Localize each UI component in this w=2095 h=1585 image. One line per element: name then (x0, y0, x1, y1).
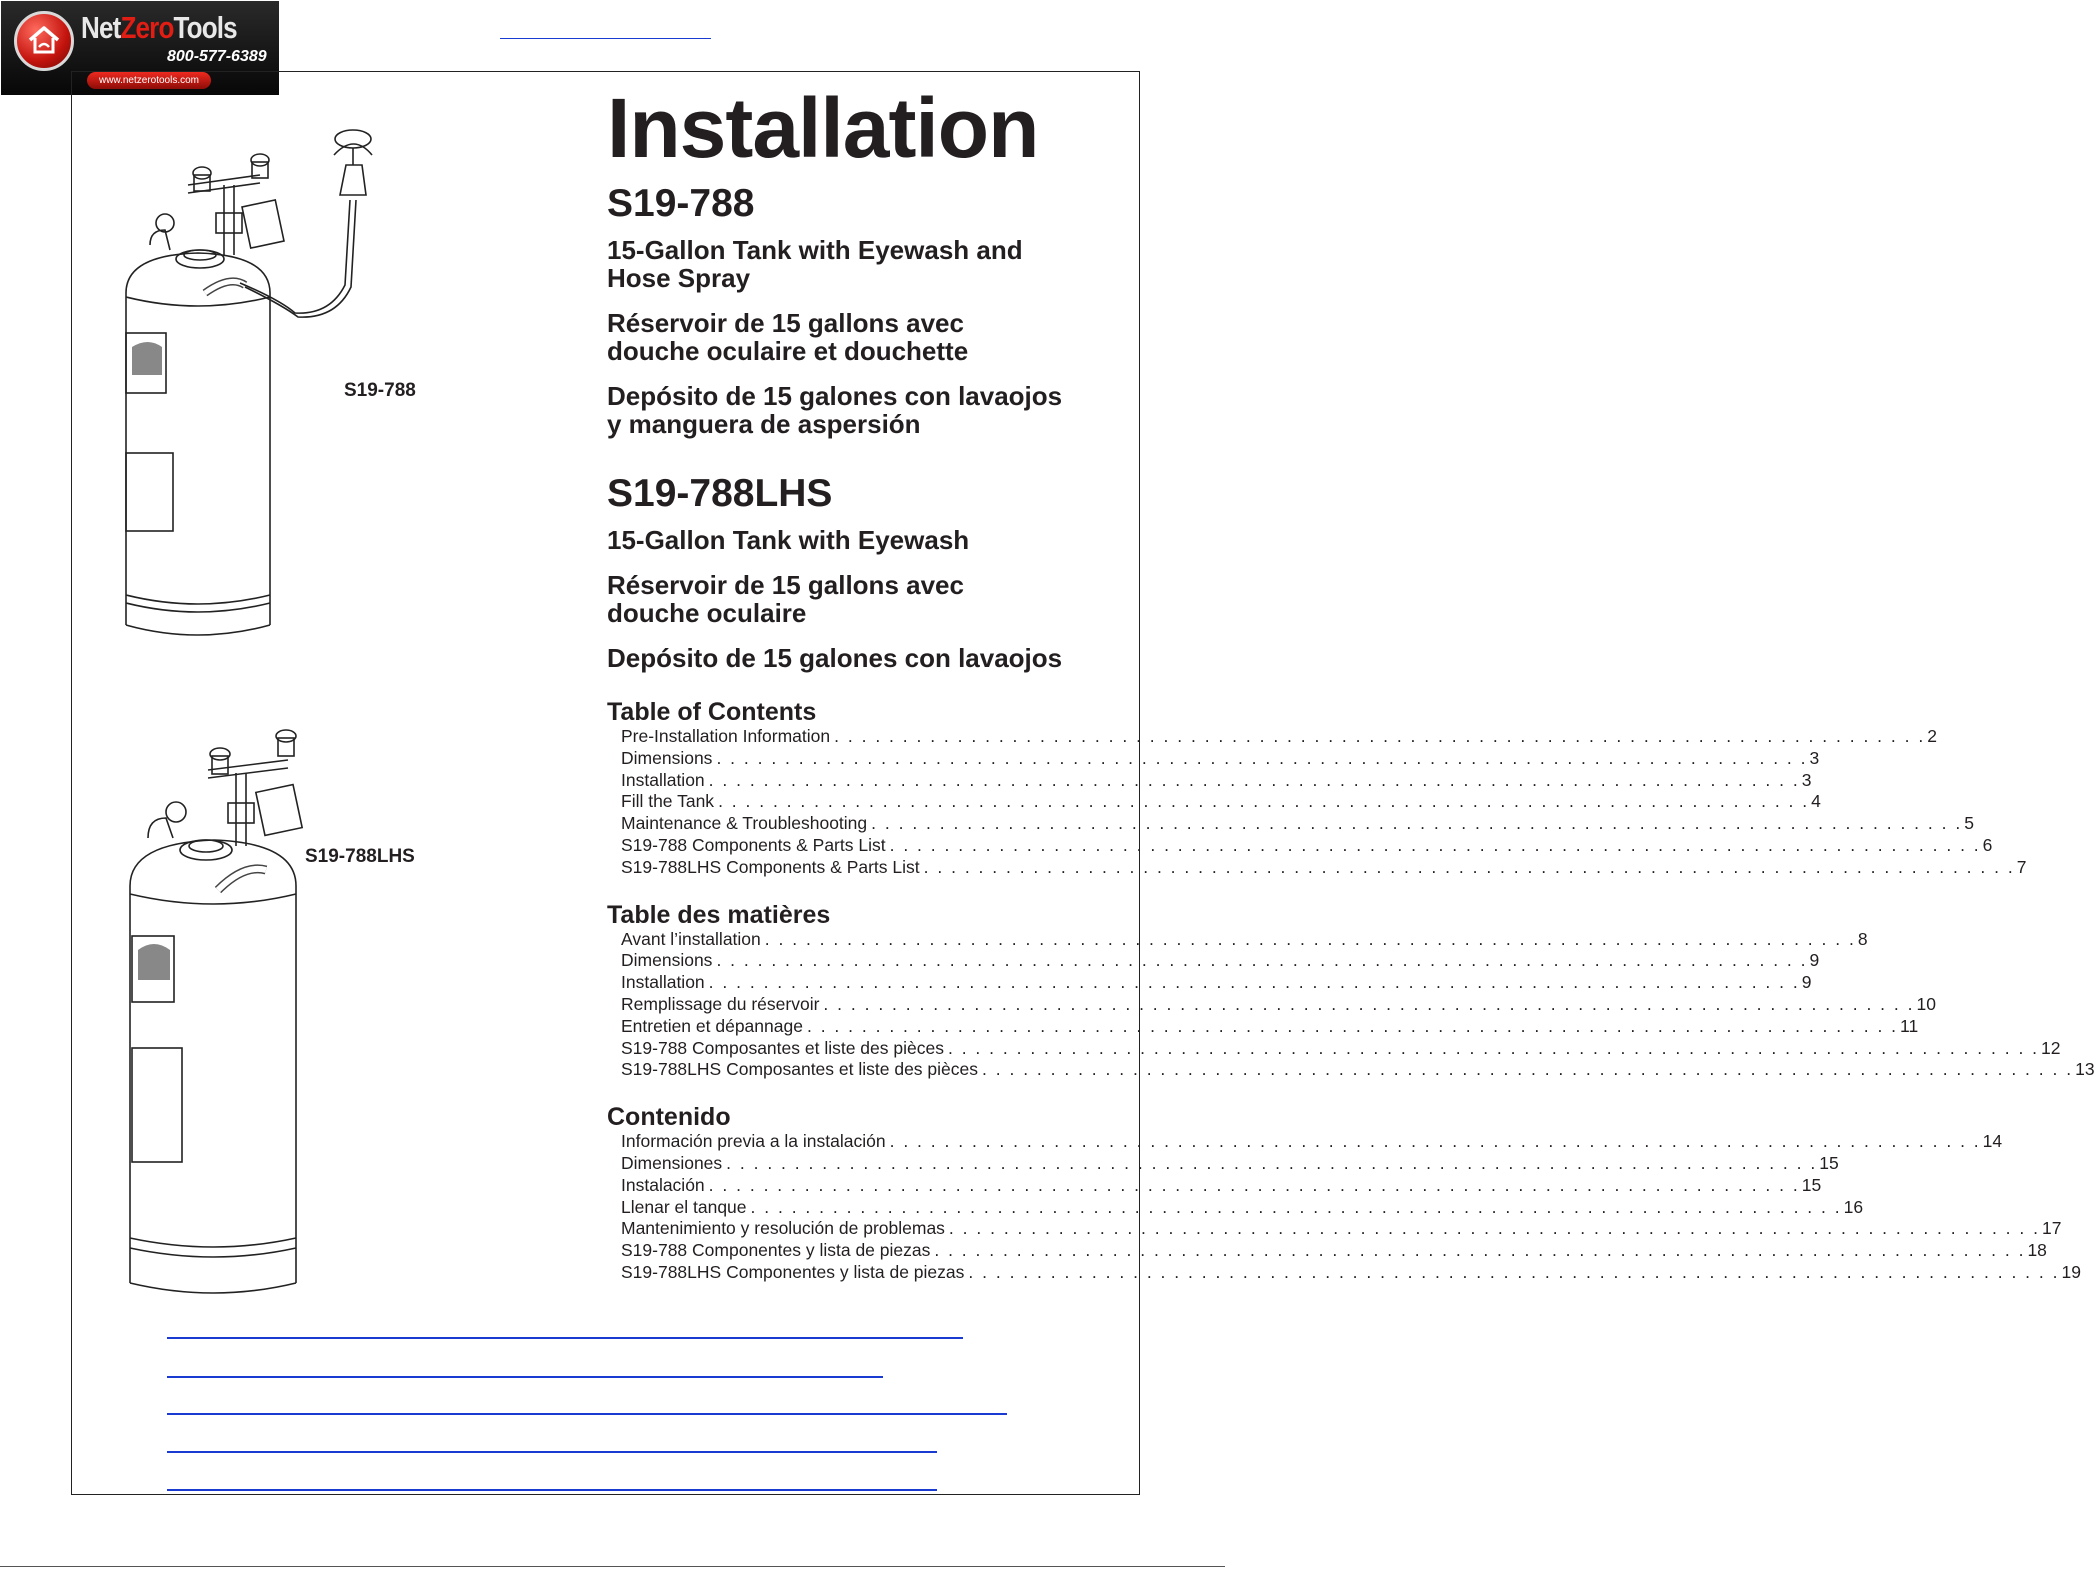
toc-entry-page: 17 (2042, 1218, 2062, 1239)
toc-entry[interactable] (621, 1131, 2003, 1153)
toc-entry-page: 16 (1843, 1196, 1864, 1217)
toc-list (621, 928, 2095, 1082)
toc-entry[interactable] (621, 856, 2027, 879)
toc-entry[interactable] (621, 747, 1820, 770)
document-header (607, 81, 2095, 1304)
toc-entry-title: S19-788LHS Components & Parts List (621, 856, 920, 877)
toc-entry[interactable] (621, 1152, 1839, 1175)
toc-leader-dots: . . . . . . . . . . . . . . . . . . . . . . . . . . . . . . . . . . . . . . . . . . . . . . . . . . . . . . . . . . . . . . . . . . . . . . . . . . . . . . . . (806, 1015, 1899, 1036)
toc-section (607, 696, 2027, 879)
toc-entry-page: 3 (1801, 769, 1812, 790)
toc-entry[interactable] (621, 1059, 2095, 1081)
logo-phone: 800-577-6389 (167, 48, 267, 65)
hyperlink-line[interactable] (167, 1376, 883, 1378)
toc-entry-title: Fill the Tank (621, 791, 715, 812)
toc-entry-page: 15 (1801, 1174, 1822, 1195)
toc-leader-dots: . . . . . . . . . . . . . . . . . . . . . . . . . . . . . . . . . . . . . . . . . . . . . . . . . . . . . . . . . . . . . . . . . . . . . . . . . . . . . . . . (750, 1196, 1842, 1217)
toc-entry[interactable] (621, 813, 1974, 835)
model-description-es: Depósito de 15 galones con lavaojos (607, 643, 1063, 673)
toc-heading: Table des matières (607, 900, 831, 929)
toc-section (607, 899, 2095, 1082)
toc-entry-page: 11 (1900, 1015, 1919, 1036)
toc-entry-page: 18 (2027, 1240, 2047, 1261)
toc-entry-title: Avant l’installation (621, 928, 761, 949)
hyperlink-line[interactable] (167, 1413, 1007, 1415)
toc-leader-dots: . . . . . . . . . . . . . . . . . . . . . . . . . . . . . . . . . . . . . . . . . . . . . . . . . . . . . . . . . . . . . . . . . . . . . . . . . . . . . . . . (726, 1152, 1818, 1173)
toc-entry-page: 14 (1982, 1131, 2003, 1152)
toc-entry-title: Remplissage du réservoir (621, 993, 820, 1014)
toc-entry-page: 13 (2075, 1059, 2095, 1080)
illustration-label-s19-788lhs: S19-788LHS (305, 846, 415, 867)
illustration-label-s19-788: S19-788 (344, 380, 416, 401)
toc-entry[interactable] (621, 726, 1937, 748)
table-of-contents (607, 696, 2095, 1284)
toc-entry-title: S19-788LHS Composantes et liste des pièces (621, 1059, 979, 1080)
toc-entry-title: Maintenance & Troubleshooting (621, 813, 868, 834)
toc-leader-dots: . . . . . . . . . . . . . . . . . . . . . . . . . . . . . . . . . . . . . . . . . . . . . . . . . . . . . . . . . . . . . . . . . . . . . . . . . . . . . . . . (834, 726, 1926, 746)
toc-entry-page: 3 (1809, 747, 1820, 768)
toc-entry-title: Instalación (621, 1174, 705, 1195)
toc-entry-page: 7 (2016, 856, 2027, 877)
toc-entry[interactable] (621, 1196, 1864, 1219)
toc-entry-page: 6 (1982, 834, 1993, 855)
toc-entry-title: Dimensions (621, 747, 713, 768)
toc-entry-title: Installation (621, 769, 705, 790)
toc-entry[interactable] (621, 1261, 2081, 1284)
toc-entry[interactable] (621, 1218, 2062, 1240)
model-description-en: 15-Gallon Tank with Eyewash and Hose Spray (607, 235, 1023, 293)
toc-list (621, 726, 2027, 879)
hyperlink-line[interactable] (167, 1489, 937, 1491)
tank-with-eyewash-illustration (118, 718, 338, 1308)
toc-entry-page: 15 (1819, 1152, 1839, 1173)
toc-entry-title: Entretien et dépannage (621, 1015, 803, 1036)
toc-leader-dots: . . . . . . . . . . . . . . . . . . . . . . . . . . . . . . . . . . . . . . . . . . . . . . . . . . . . . . . . . . . . . . . . . . . . . . . . . . . . . . . . (716, 950, 1808, 971)
toc-entry-title: Installation (621, 972, 705, 993)
toc-entry-title: S19-788LHS Componentes y lista de piezas (621, 1261, 965, 1282)
toc-entry-title: Llenar el tanque (621, 1196, 747, 1217)
toc-leader-dots: . . . . . . . . . . . . . . . . . . . . . . . . . . . . . . . . . . . . . . . . . . . . . . . . . . . . . . . . . . . . . . . . . . . . . . . . . . . . . . . . (923, 856, 2015, 877)
toc-leader-dots: . . . . . . . . . . . . . . . . . . . . . . . . . . . . . . . . . . . . . . . . . . . . . . . . . . . . . . . . . . . . . . . . . . . . . . . . . . . . . . . . (934, 1240, 2026, 1261)
toc-list (621, 1131, 2081, 1284)
toc-entry[interactable] (621, 993, 1936, 1016)
toc-entry-page: 5 (1964, 813, 1974, 834)
toc-entry[interactable] (621, 1240, 2047, 1262)
toc-entry-page: 12 (2041, 1037, 2061, 1058)
toc-entry[interactable] (621, 950, 1820, 972)
toc-entry[interactable] (621, 834, 1993, 857)
toc-entry-page: 9 (1801, 972, 1812, 993)
toc-entry-title: Dimensiones (621, 1152, 723, 1173)
toc-entry-page: 9 (1809, 950, 1820, 971)
house-icon (14, 11, 74, 71)
logo-brand-name: NetZeroTools (81, 10, 237, 45)
brand-badge-icon (138, 944, 170, 980)
page-title: Installation (607, 81, 1039, 175)
toc-leader-dots: . . . . . . . . . . . . . . . . . . . . . . . . . . . . . . . . . . . . . . . . . . . . . . . . . . . . . . . . . . . . . . . . . . . . . . . . . . . . . . . . (708, 972, 1800, 993)
toc-entry[interactable] (621, 769, 1812, 792)
toc-entry-page: 19 (2061, 1261, 2081, 1282)
toc-heading: Contenido (607, 1103, 731, 1132)
toc-entry[interactable] (621, 972, 1812, 994)
toc-leader-dots: . . . . . . . . . . . . . . . . . . . . . . . . . . . . . . . . . . . . . . . . . . . . . . . . . . . . . . . . . . . . . . . . . . . . . . . . . . . . . . . . (708, 1174, 1800, 1195)
toc-leader-dots: . . . . . . . . . . . . . . . . . . . . . . . . . . . . . . . . . . . . . . . . . . . . . . . . . . . . . . . . . . . . . . . . . . . . . . . . . . . . . . . . (716, 747, 1808, 768)
toc-leader-dots: . . . . . . . . . . . . . . . . . . . . . . . . . . . . . . . . . . . . . . . . . . . . . . . . . . . . . . . . . . . . . . . . . . . . . . . . . . . . . . . . (889, 1131, 1981, 1152)
toc-entry-page: 8 (1857, 928, 1868, 949)
brand-badge-icon (132, 342, 162, 375)
toc-leader-dots: . . . . . . . . . . . . . . . . . . . . . . . . . . . . . . . . . . . . . . . . . . . . . . . . . . . . . . . . . . . . . . . . . . . . . . . . . . . . . . . . (871, 813, 1963, 834)
toc-leader-dots: . . . . . . . . . . . . . . . . . . . . . . . . . . . . . . . . . . . . . . . . . . . . . . . . . . . . . . . . . . . . . . . . . . . . . . . . . . . . . . . . (968, 1261, 2060, 1282)
model-description-fr: Réservoir de 15 gallons avec douche oculaire (607, 570, 964, 628)
toc-entry-title: S19-788 Componentes y lista de piezas (621, 1240, 931, 1261)
page-divider (0, 1566, 1225, 1567)
top-hyperlink[interactable] (500, 38, 711, 39)
toc-entry-title: S19-788 Composantes et liste des pièces (621, 1037, 944, 1058)
toc-entry-title: Información previa a la instalación (621, 1131, 886, 1152)
logo-url: www.netzerotools.com (87, 72, 211, 89)
model-heading-s19-788lhs: S19-788LHS (607, 472, 833, 515)
toc-entry[interactable] (621, 928, 1868, 951)
toc-entry[interactable] (621, 1037, 2061, 1060)
model-description-es: Depósito de 15 galones con lavaojos y manguera de aspersión (607, 381, 1063, 439)
hyperlink-line[interactable] (167, 1337, 963, 1339)
toc-leader-dots: . . . . . . . . . . . . . . . . . . . . . . . . . . . . . . . . . . . . . . . . . . . . . . . . . . . . . . . . . . . . . . . . . . . . . . . . . . . . . . . . (982, 1059, 2074, 1080)
toc-entry-title: S19-788 Components & Parts List (621, 834, 886, 855)
toc-entry[interactable] (621, 1015, 1919, 1038)
model-heading-s19-788: S19-788 (607, 182, 755, 225)
toc-leader-dots: . . . . . . . . . . . . . . . . . . . . . . . . . . . . . . . . . . . . . . . . . . . . . . . . . . . . . . . . . . . . . . . . . . . . . . . . . . . . . . . . (823, 993, 1915, 1014)
toc-leader-dots: . . . . . . . . . . . . . . . . . . . . . . . . . . . . . . . . . . . . . . . . . . . . . . . . . . . . . . . . . . . . . . . . . . . . . . . . . . . . . . . . (947, 1037, 2040, 1058)
toc-entry[interactable] (621, 791, 1821, 813)
model-description-fr: Réservoir de 15 gallons avec douche oculaire et douchette (607, 308, 969, 366)
toc-entry-title: Dimensions (621, 950, 713, 971)
toc-entry-page: 2 (1927, 726, 1937, 746)
toc-leader-dots: . . . . . . . . . . . . . . . . . . . . . . . . . . . . . . . . . . . . . . . . . . . . . . . . . . . . . . . . . . . . . . . . . . . . . . . . . . . . . . . . (948, 1218, 2040, 1239)
toc-heading: Table of Contents (607, 698, 817, 726)
toc-leader-dots: . . . . . . . . . . . . . . . . . . . . . . . . . . . . . . . . . . . . . . . . . . . . . . . . . . . . . . . . . . . . . . . . . . . . . . . . . . . . . . . . (708, 769, 1800, 790)
toc-section (607, 1101, 2081, 1284)
toc-leader-dots: . . . . . . . . . . . . . . . . . . . . . . . . . . . . . . . . . . . . . . . . . . . . . . . . . . . . . . . . . . . . . . . . . . . . . . . . . . . . . . . . (764, 928, 1856, 949)
toc-leader-dots: . . . . . . . . . . . . . . . . . . . . . . . . . . . . . . . . . . . . . . . . . . . . . . . . . . . . . . . . . . . . . . . . . . . . . . . . . . . . . . . . (718, 791, 1810, 812)
toc-entry-page: 10 (1916, 993, 1936, 1014)
toc-entry-page: 4 (1811, 791, 1821, 812)
toc-entry-title: Pre-Installation Information (621, 726, 831, 746)
toc-leader-dots: . . . . . . . . . . . . . . . . . . . . . . . . . . . . . . . . . . . . . . . . . . . . . . . . . . . . . . . . . . . . . . . . . . . . . . . . . . . . . . . . (889, 834, 1981, 855)
toc-entry-title: Mantenimiento y resolución de problemas (621, 1218, 945, 1239)
model-description-en: 15-Gallon Tank with Eyewash (607, 525, 970, 555)
hyperlink-line[interactable] (167, 1451, 937, 1453)
toc-entry[interactable] (621, 1174, 1822, 1197)
